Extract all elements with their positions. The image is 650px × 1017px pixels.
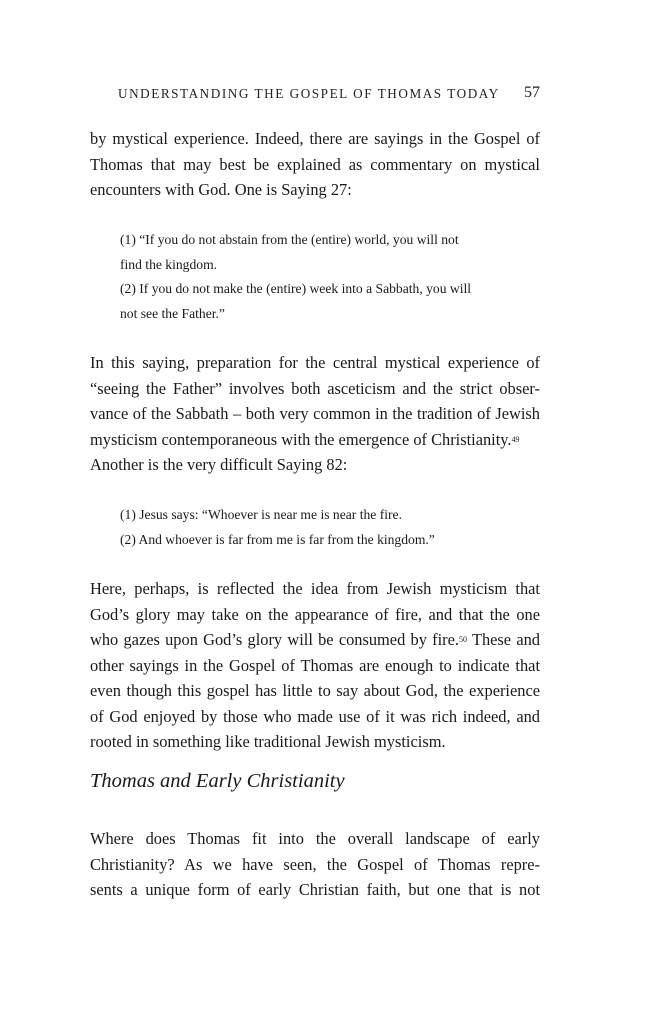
text-line: Thomas that may best be explained as commentary on mystical [90, 154, 540, 174]
text-line: other sayings in the Gospel of Thomas are enough to indicate that [90, 655, 540, 675]
paragraph-4 [90, 826, 540, 903]
footnote-marker-49: 49 [511, 434, 520, 444]
text-line [90, 627, 540, 653]
text-line: by mystical experience. Indeed, there are sayings in the Gospel of [90, 129, 540, 148]
text-line-content: who gazes upon God’s glory will be consumed by fire. [90, 630, 459, 649]
text-line: In this saying, preparation for the central mystical experience of [90, 353, 540, 372]
quote-line: find the kingdom. [120, 256, 218, 272]
quote-line: (1) “If you do not abstain from the (entire) world, you will not [120, 232, 459, 247]
paragraph-2 [90, 350, 540, 478]
text-line-content: These and [467, 630, 540, 649]
section-heading: Thomas and Early Christianity [90, 770, 345, 792]
running-head-title: UNDERSTANDING THE GOSPEL OF THOMAS TODAY [118, 86, 500, 101]
paragraph-1 [90, 126, 540, 203]
text-line: rooted in something like traditional Jewish mysticism. [90, 732, 446, 751]
text-line [90, 427, 540, 453]
paragraph-3 [90, 576, 540, 755]
text-line: Where does Thomas fit into the overall landscape of early [90, 829, 540, 848]
text-line: sents a unique form of early Christian faith, but one that is not [90, 880, 540, 899]
text-line: vance of the Sabbath – both very common in the tradition of Jewish [90, 404, 540, 423]
text-line: encounters with God. One is Saying 27: [90, 180, 352, 199]
block-quote-saying-82 [120, 503, 520, 552]
quote-line: (1) Jesus says: “Whoever is near me is near the fire. [120, 507, 402, 522]
text-line: Here, perhaps, is reflected the idea from Jewish mysticism that [90, 579, 540, 598]
text-line: Another is the very difficult Saying 82: [90, 455, 348, 474]
text-line: “seeing the Father” involves both asceticism and the strict obser- [90, 378, 540, 398]
running-head [118, 86, 540, 102]
text-line: God’s glory may take on the appearance of fire, and that the one [90, 604, 540, 624]
footnote-marker-50: 50 [459, 635, 467, 644]
page-number: 57 [524, 84, 540, 101]
quote-line: not see the Father.” [120, 305, 225, 321]
text-line: even though this gospel has little to say about God, the experience [90, 681, 540, 700]
block-quote-saying-27 [120, 228, 520, 326]
text-line: of God enjoyed by those who made use of it was rich indeed, and [90, 706, 540, 726]
text-line-content: mysticism contemporaneous with the emergence of Christianity. [90, 429, 512, 449]
quote-line: (2) And whoever is far from me is far from the kingdom.” [120, 531, 435, 547]
quote-line: (2) If you do not make the (entire) week into a Sabbath, you will [120, 281, 472, 296]
text-line: Christianity? As we have seen, the Gospel of Thomas repre- [90, 854, 540, 874]
